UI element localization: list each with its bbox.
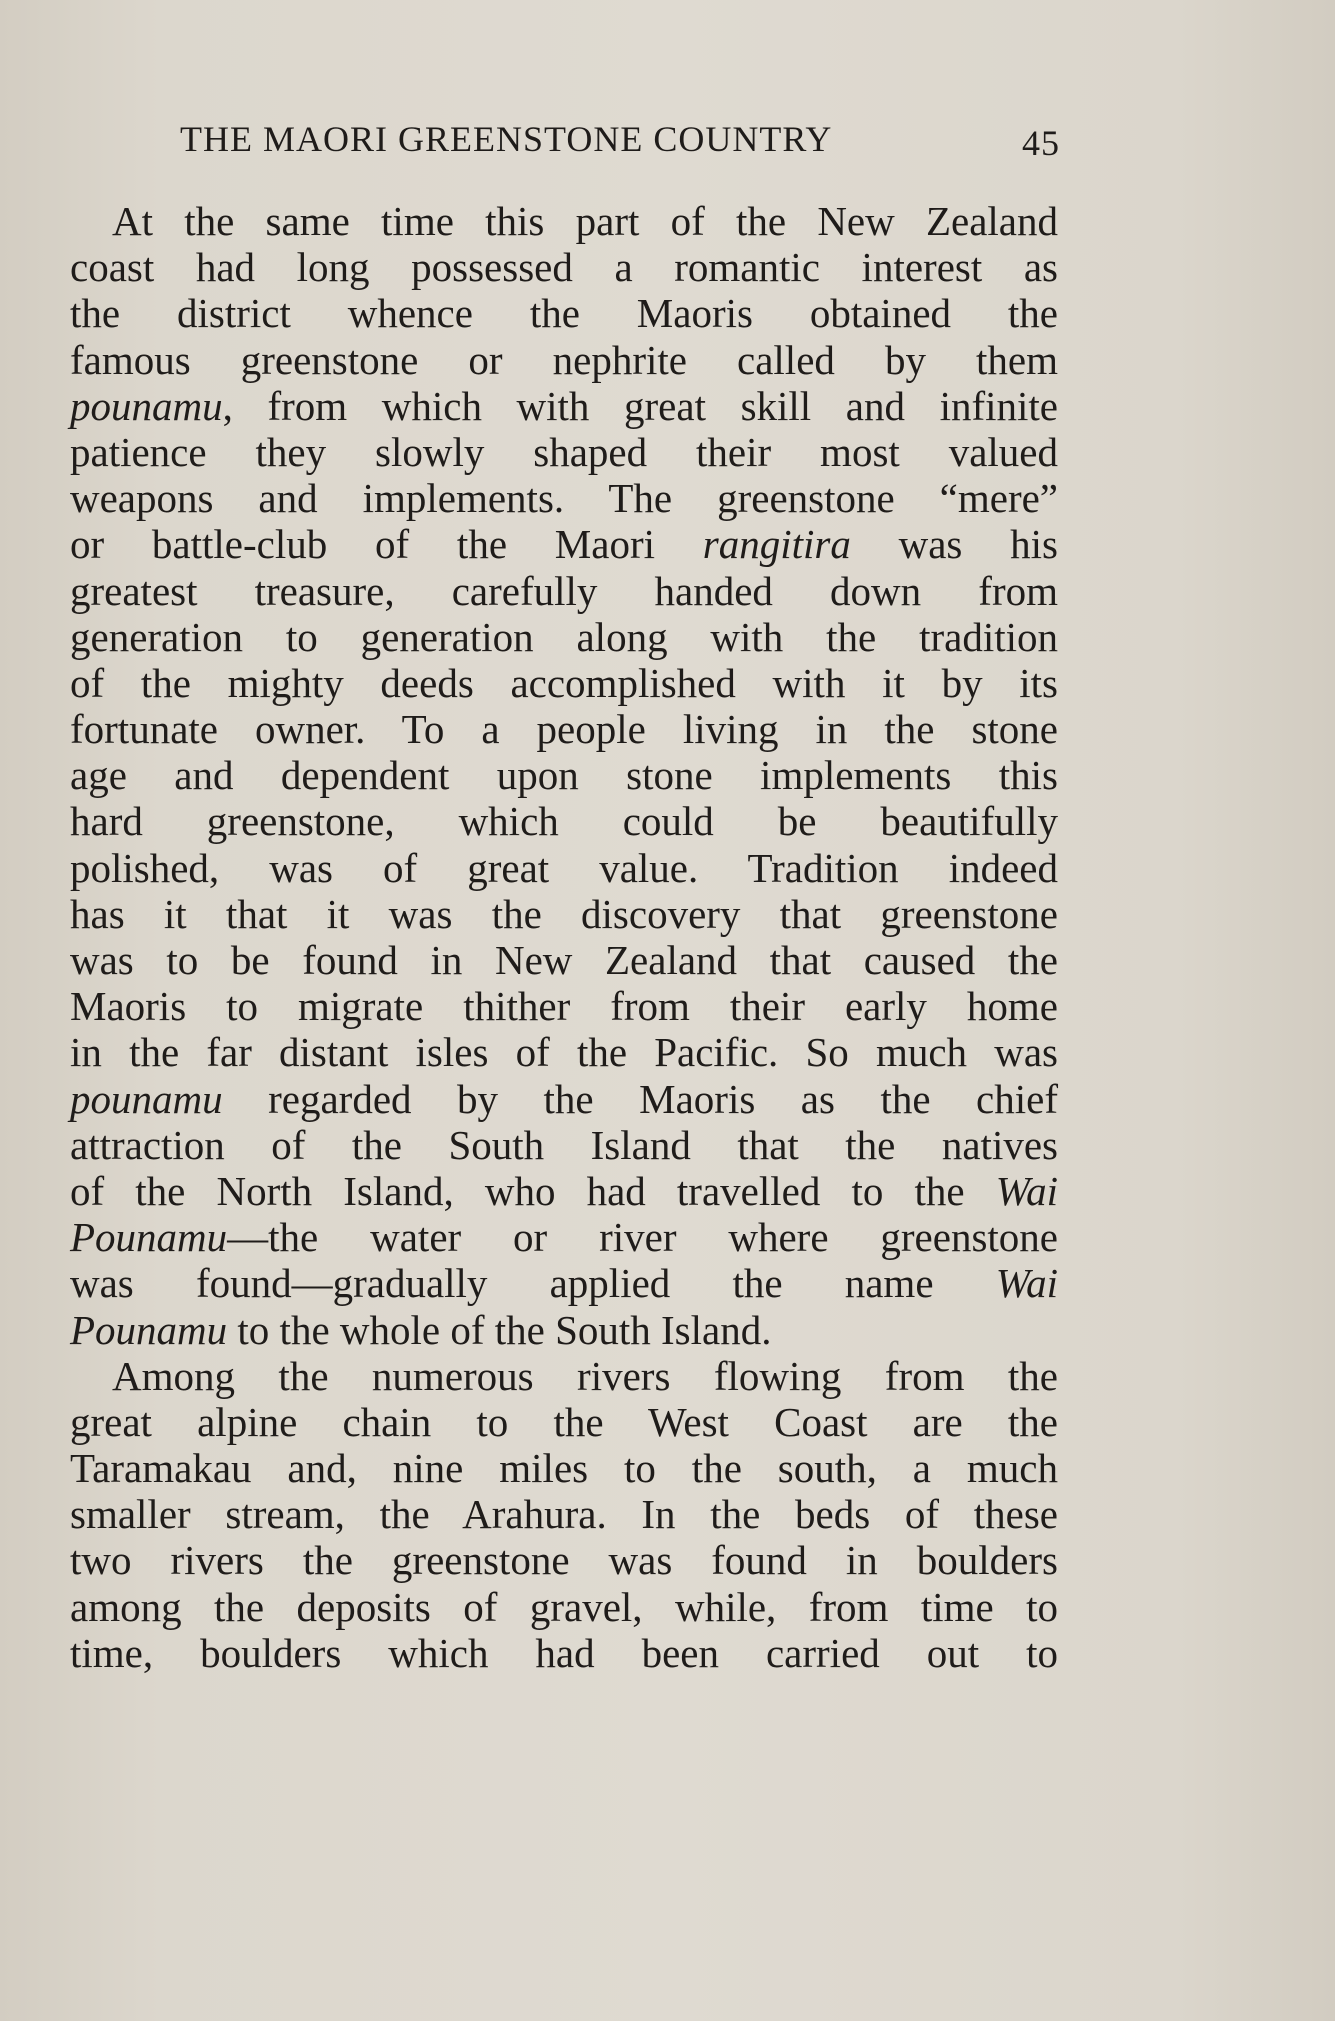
running-head (180, 118, 1060, 168)
text-line (70, 1260, 1058, 1306)
italic-word: rangitira (702, 521, 851, 568)
text-run: regarded by the Maoris as the chief (222, 1075, 1058, 1122)
italic-word: Wai (995, 1167, 1058, 1214)
text-line (70, 429, 1058, 475)
text-line (70, 845, 1058, 891)
text-run: or battle-club of the Maori (70, 521, 703, 568)
text-run: Maoris to migrate thither from their early home (70, 983, 1058, 1030)
text-line (70, 983, 1058, 1029)
text-run: , from which with great skill and infinite (222, 382, 1058, 429)
text-run: the district whence the Maoris obtained the (70, 290, 1058, 337)
text-line (70, 1214, 1058, 1260)
text-run: greatest treasure, carefully handed down from (70, 567, 1058, 614)
text-run: in the far distant isles of the Pacific. So much was (70, 1029, 1058, 1076)
body-text (70, 198, 1058, 1676)
text-run: time, boulders which had been carried out to (70, 1629, 1058, 1676)
text-line (70, 1353, 1058, 1399)
text-run: patience they slowly shaped their most valued (70, 428, 1058, 475)
text-run: generation to generation along with the tradition (70, 613, 1058, 660)
text-line (70, 1491, 1058, 1537)
text-line (70, 383, 1058, 429)
text-line (70, 706, 1058, 752)
text-line (70, 660, 1058, 706)
text-line (70, 1307, 1058, 1353)
text-run: weapons and implements. The greenstone “mere” (70, 475, 1058, 522)
text-run: Taramakau and, nine miles to the south, a much (70, 1445, 1058, 1492)
text-line (70, 752, 1058, 798)
text-line (70, 290, 1058, 336)
text-line (70, 798, 1058, 844)
italic-word: pounamu (70, 382, 223, 429)
text-line (70, 1168, 1058, 1214)
text-run: was his (850, 521, 1059, 568)
italic-word: Pounamu (70, 1306, 228, 1353)
text-line (70, 891, 1058, 937)
text-run: —the water or river where greenstone (227, 1214, 1058, 1261)
text-line (70, 937, 1058, 983)
text-run: famous greenstone or nephrite called by them (70, 336, 1058, 383)
text-run: attraction of the South Island that the natives (70, 1121, 1058, 1168)
text-run: to the whole of the South Island. (227, 1306, 772, 1353)
text-run: was found—gradually applied the name (70, 1260, 996, 1307)
text-line (70, 1445, 1058, 1491)
italic-word: pounamu (70, 1075, 223, 1122)
text-line (70, 1537, 1058, 1583)
text-line (70, 568, 1058, 614)
text-run: two rivers the greenstone was found in boulders (70, 1537, 1058, 1584)
text-line (70, 614, 1058, 660)
text-run: among the deposits of gravel, while, from time to (70, 1583, 1058, 1630)
text-run: smaller stream, the Arahura. In the beds of these (70, 1491, 1058, 1538)
text-run: At the same time this part of the New Zealand (112, 198, 1058, 244)
text-line (70, 475, 1058, 521)
text-run: has it that it was the discovery that greenstone (70, 890, 1058, 937)
text-line (70, 244, 1058, 290)
text-run: Among the numerous rivers flowing from the (112, 1352, 1058, 1399)
text-line (70, 1076, 1058, 1122)
text-line (70, 1029, 1058, 1075)
text-run: was to be found in New Zealand that caused the (70, 937, 1058, 983)
text-run: polished, was of great value. Tradition indeed (70, 844, 1058, 891)
text-line (70, 1630, 1058, 1676)
text-line (70, 337, 1058, 383)
text-run: great alpine chain to the West Coast are the (70, 1398, 1058, 1445)
italic-word: Pounamu (70, 1214, 228, 1261)
page-number: 45 (1022, 123, 1060, 163)
text-run: age and dependent upon stone implements this (70, 752, 1058, 799)
text-run: fortunate owner. To a people living in the stone (70, 706, 1058, 753)
text-run: of the North Island, who had travelled to the (70, 1167, 996, 1214)
running-head-title: THE MAORI GREENSTONE COUNTRY (180, 119, 833, 159)
text-line (70, 1399, 1058, 1445)
text-run: hard greenstone, which could be beautifully (70, 798, 1058, 845)
text-line (70, 521, 1058, 567)
text-line (70, 1122, 1058, 1168)
text-run: coast had long possessed a romantic interest as (70, 244, 1058, 291)
text-line (70, 1584, 1058, 1630)
italic-word: Wai (995, 1260, 1058, 1307)
text-line (70, 198, 1058, 244)
text-run: of the mighty deeds accomplished with it by its (70, 659, 1058, 706)
